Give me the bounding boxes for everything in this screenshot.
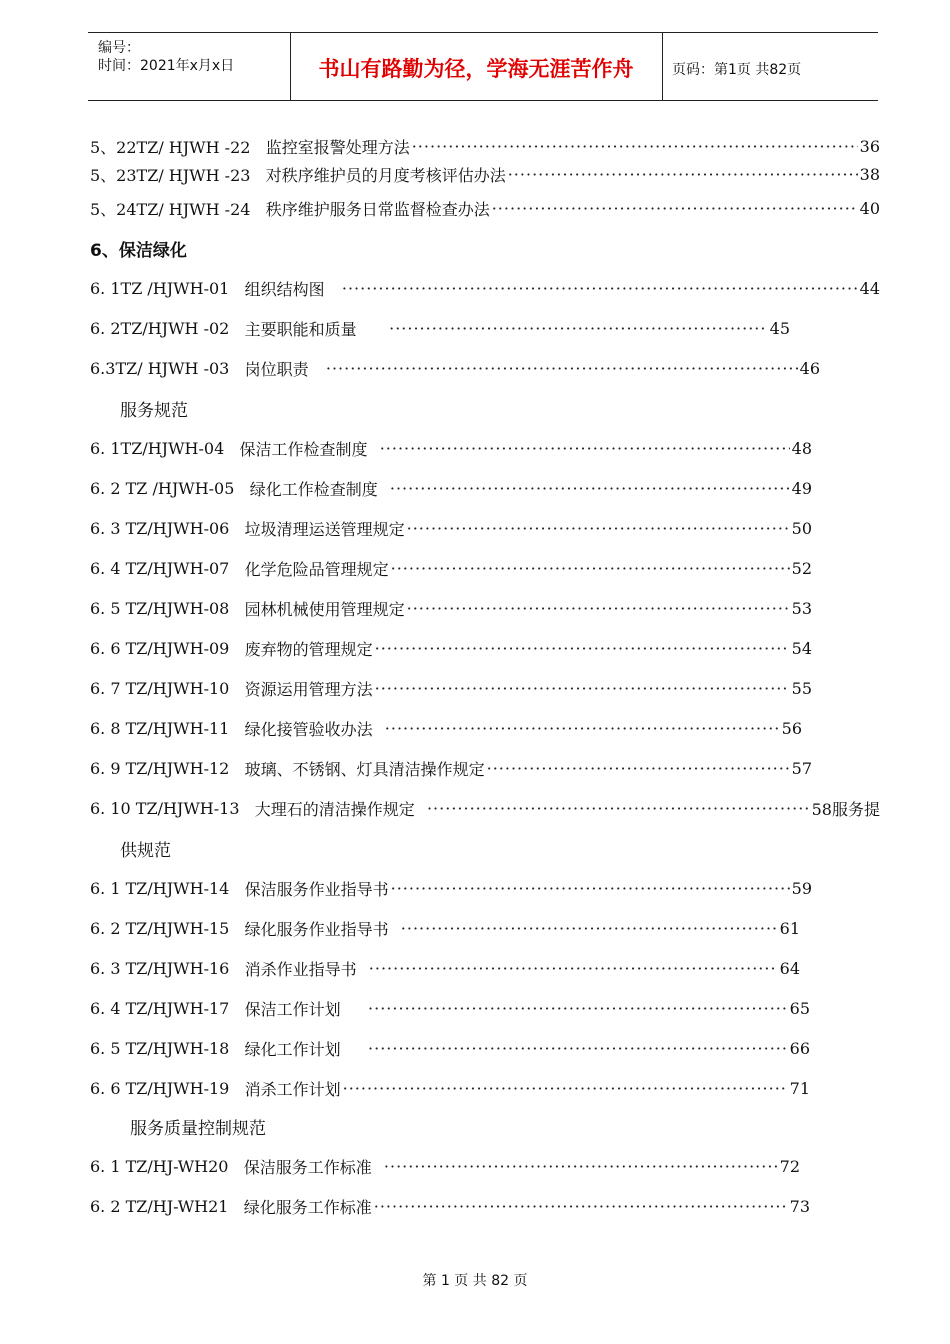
toc-entry[interactable] [90,356,820,380]
toc-leader-dots [391,559,790,578]
toc-leader-dots [412,137,858,156]
toc-entry-page: 50 [791,518,812,538]
toc-entry-code: 6. 9 TZ/HJWH-12 [90,758,230,778]
toc-entry[interactable] [90,162,880,186]
toc-entry-page: 38 [859,164,880,184]
toc-leader-dots [368,1039,788,1058]
toc-entry-title: 废弃物的管理规定 [244,639,373,659]
header-page-info: 页码：第1页 共82页 [672,62,802,78]
toc-leader-dots [368,999,788,1018]
toc-entry-page: 71 [789,1078,810,1098]
toc-entry[interactable] [90,1036,810,1060]
toc-leader-dots [384,1157,778,1176]
toc-entry-code: 6. 6 TZ/HJWH-19 [90,1078,230,1098]
toc-entry-code: 6. 4 TZ/HJWH-17 [90,998,230,1018]
toc-entry-code: 6. 4 TZ/HJWH-07 [90,558,230,578]
toc-entry-page: 44 [859,278,880,298]
toc-entry[interactable] [90,676,812,700]
toc-entry-page: 57 [791,758,812,778]
toc-entry-code: 6. 6 TZ/HJWH-09 [90,638,230,658]
toc-entry-code: 6. 2 TZ/HJWH-15 [90,918,230,938]
toc-leader-dots [391,879,790,898]
toc-entry-title: 绿化服务作业指导书 [244,919,389,939]
toc-entry-page: 56 [781,718,802,738]
toc-entry-code: 6. 2 TZ/HJ-WH21 [90,1196,229,1216]
subsection-heading: 服务质量控制规范 [130,1119,266,1139]
toc-entry-title: 玻璃、不锈钢、灯具清洁操作规定 [244,759,485,779]
toc-entry-title: 园林机械使用管理规定 [244,599,405,619]
toc-entry-page: 49 [791,478,812,498]
toc-leader-dots [369,959,778,978]
toc-leader-dots [380,439,790,458]
toc-leader-dots [390,479,790,498]
toc-leader-dots [389,319,768,338]
toc-leader-dots [407,599,790,618]
toc-entry[interactable] [90,996,810,1020]
header-motto-cell [290,33,663,100]
toc-entry-page: 36 [859,136,880,156]
toc-leader-dots [342,279,858,298]
toc-entry-title: 资源运用管理方法 [244,679,373,699]
toc-leader-dots [427,799,810,818]
toc-leader-dots [374,1197,788,1216]
header-motto: 书山有路勤为径，学海无涯苦作舟 [318,57,634,81]
toc-leader-dots [343,1079,788,1098]
toc-leader-dots [385,719,780,738]
toc-entry-page: 73 [789,1196,810,1216]
toc-entry[interactable] [90,916,800,940]
toc-entry-code: 6. 10 TZ/HJWH-13 [90,798,240,818]
toc-entry-page: 40 [859,198,880,218]
toc-entry-title: 主要职能和质量 [244,319,357,339]
toc-entry-page: 45 [769,318,790,338]
toc-entry[interactable] [90,436,812,460]
toc-entry-title: 保洁工作检查制度 [239,439,368,459]
toc-entry-code: 6. 1 TZ/HJWH-14 [90,878,230,898]
toc-entry-code: 5、23TZ/ HJWH -23 [90,165,251,185]
toc-entry-page: 65 [789,998,810,1018]
toc-entry-code: 6. 7 TZ/HJWH-10 [90,678,230,698]
toc-entry-title: 绿化服务工作标准 [243,1197,372,1217]
toc-entry[interactable] [90,556,812,580]
page-header [88,32,878,101]
header-number-label: 编号： [98,40,140,56]
toc-entry-code: 6. 5 TZ/HJWH-18 [90,1038,230,1058]
toc-entry[interactable] [90,134,880,158]
section-heading: 6、保洁绿化 [90,241,187,261]
toc-entry-code: 6. 2TZ/HJWH -02 [90,318,230,338]
toc-entry-title: 绿化工作计划 [244,1039,341,1059]
toc-entry-code: 6. 8 TZ/HJWH-11 [90,718,230,738]
toc-entry[interactable] [90,796,880,820]
toc-entry-title: 保洁服务工作标准 [243,1157,372,1177]
toc-entry-title: 组织结构图 [244,279,325,299]
toc-entry-page: 52 [791,558,812,578]
page-footer: 第 1 页 共 82 页 [422,1273,528,1289]
toc-entry-title: 监控室报警处理方法 [265,137,410,157]
toc-entry[interactable] [90,756,812,780]
toc-leader-dots [375,679,790,698]
toc-entry-title: 保洁服务作业指导书 [244,879,389,899]
toc-leader-dots [492,199,858,218]
toc-entry-page: 59 [791,878,812,898]
toc-entry[interactable] [90,716,802,740]
toc-entry-code: 6. 3 TZ/HJWH-16 [90,958,230,978]
toc-entry-code: 6. 5 TZ/HJWH-08 [90,598,230,618]
toc-entry[interactable] [90,596,812,620]
toc-entry-page: 48 [791,438,812,458]
toc-entry-title: 化学危险品管理规定 [244,559,389,579]
header-time-label: 时间：2021年x月x日 [98,58,235,74]
toc-entry[interactable] [90,276,880,300]
toc-entry-title: 大理石的清洁操作规定 [254,799,415,819]
toc-entry-code: 5、24TZ/ HJWH -24 [90,199,251,219]
toc-leader-dots [375,639,790,658]
toc-leader-dots [401,919,778,938]
toc-entry-code: 6. 1 TZ/HJ-WH20 [90,1156,229,1176]
toc-leader-dots [487,759,790,778]
toc-entry-title: 岗位职责 [244,359,309,379]
toc-entry[interactable] [90,876,812,900]
toc-entry-code: 6. 1TZ/HJWH-04 [90,438,225,458]
toc-entry-title: 消杀作业指导书 [244,959,357,979]
toc-entry-page: 72 [779,1156,800,1176]
toc-entry-page: 46 [799,358,820,378]
toc-entry-code: 6. 2 TZ /HJWH-05 [90,478,235,498]
toc-entry-page: 66 [789,1038,810,1058]
toc-entry-page: 53 [791,598,812,618]
toc-leader-dots [407,519,790,538]
toc-entry[interactable] [90,1194,810,1218]
subsection-heading: 服务规范 [120,401,188,421]
toc-entry[interactable] [90,316,790,340]
toc-entry[interactable] [90,956,800,980]
toc-entry-title: 对秩序维护员的月度考核评估办法 [265,165,506,185]
toc-entry[interactable] [90,1154,800,1178]
toc-entry-code: 6.3TZ/ HJWH -03 [90,358,230,378]
toc-entry-title: 绿化工作检查制度 [249,479,378,499]
toc-entry-code: 5、22TZ/ HJWH -22 [90,137,251,157]
toc-entry[interactable] [90,476,812,500]
toc-entry-title: 保洁工作计划 [244,999,341,1019]
toc-entry-page: 58服务提 [811,799,880,819]
toc-entry[interactable] [90,1076,810,1100]
toc-entry-page: 55 [791,678,812,698]
toc-entry-page: 64 [779,958,800,978]
toc-entry-title: 垃圾清理运送管理规定 [244,519,405,539]
toc-entry-title: 秩序维护服务日常监督检查办法 [265,199,490,219]
header-meta-cell [88,33,291,100]
toc-entry[interactable] [90,196,880,220]
toc-entry[interactable] [90,636,812,660]
toc-entry-code: 6. 3 TZ/HJWH-06 [90,518,230,538]
toc-entry-title: 绿化接管验收办法 [244,719,373,739]
toc-entry-title: 消杀工作计划 [244,1079,341,1099]
toc-entry-page: 54 [791,638,812,658]
toc-leader-dots [326,359,798,378]
subsection-heading: 供规范 [120,841,171,861]
header-page-cell [662,33,878,100]
toc-entry-page: 61 [779,918,800,938]
toc-entry-code: 6. 1TZ /HJWH-01 [90,278,230,298]
toc-entry[interactable] [90,516,812,540]
toc-leader-dots [508,165,858,184]
